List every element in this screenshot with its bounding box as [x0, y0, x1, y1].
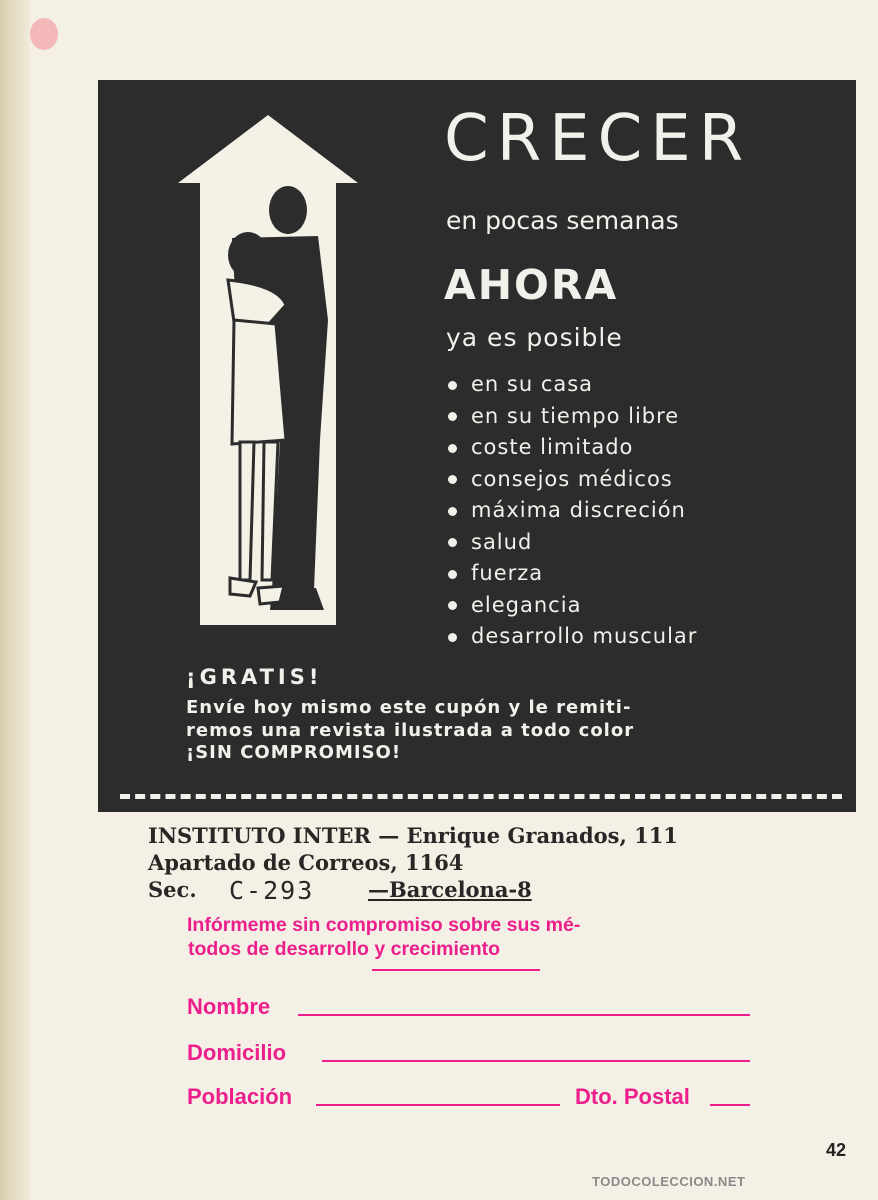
paper-stain — [30, 18, 58, 50]
request-underline — [372, 969, 540, 971]
request-text — [187, 913, 580, 961]
list-item: coste limitado — [448, 432, 697, 464]
offer-line: Envíe hoy mismo este cupón y le remiti- — [186, 697, 632, 718]
domicilio-label: Domicilio — [187, 1040, 287, 1065]
subtitle: en pocas semanas — [446, 206, 679, 235]
bullet-icon — [448, 538, 457, 547]
request-line: todos de desarrollo y crecimiento — [188, 938, 501, 960]
offer-text — [186, 697, 634, 765]
nombre-field[interactable] — [298, 1014, 750, 1016]
section-code: C-293 — [229, 876, 315, 905]
postal-field[interactable] — [710, 1104, 750, 1106]
list-item: desarrollo muscular — [448, 621, 697, 653]
list-item: elegancia — [448, 590, 697, 622]
list-item: máxima discreción — [448, 495, 697, 527]
emphasis-heading: AHORA — [444, 261, 619, 309]
list-item: consejos médicos — [448, 464, 697, 496]
advertisement-panel — [98, 80, 856, 812]
offer-line: remos una revista ilustrada a todo color — [186, 719, 635, 741]
free-label: ¡GRATIS! — [186, 665, 323, 689]
bullet-icon — [448, 633, 457, 642]
coupon-cut-line — [120, 794, 842, 799]
postal-label: Dto. Postal — [575, 1084, 690, 1109]
bullet-icon — [448, 381, 457, 390]
poblacion-field[interactable] — [316, 1104, 560, 1106]
bullet-icon — [448, 444, 457, 453]
list-item: fuerza — [448, 558, 697, 590]
headline: CRECER — [444, 102, 752, 176]
benefits-list — [448, 369, 697, 653]
address-line: Apartado de Correos, 1164 — [148, 850, 464, 875]
bullet-icon — [448, 412, 457, 421]
offer-line: ¡SIN COMPROMISO! — [186, 742, 402, 763]
up-arrow-couple-illustration — [168, 110, 368, 630]
list-item: en su tiempo libre — [448, 401, 697, 433]
city-label: —Barcelona-8 — [368, 877, 532, 902]
domicilio-field[interactable] — [322, 1060, 750, 1062]
page-edge — [0, 0, 30, 1200]
list-item: salud — [448, 527, 697, 559]
watermark: TODOCOLECCION.NET — [592, 1174, 746, 1189]
bullet-icon — [448, 475, 457, 484]
bullet-icon — [448, 601, 457, 610]
tagline: ya es posible — [446, 323, 623, 352]
bullet-icon — [448, 507, 457, 516]
bullet-icon — [448, 570, 457, 579]
page-number: 42 — [826, 1140, 847, 1160]
list-item: en su casa — [448, 369, 697, 401]
address-line: INSTITUTO INTER — Enrique Granados, 111 — [148, 823, 678, 848]
nombre-label: Nombre — [187, 994, 271, 1019]
poblacion-label: Población — [187, 1084, 293, 1109]
request-line: Infórmeme sin compromiso sobre sus mé- — [187, 914, 581, 936]
section-label: Sec. — [148, 877, 197, 902]
